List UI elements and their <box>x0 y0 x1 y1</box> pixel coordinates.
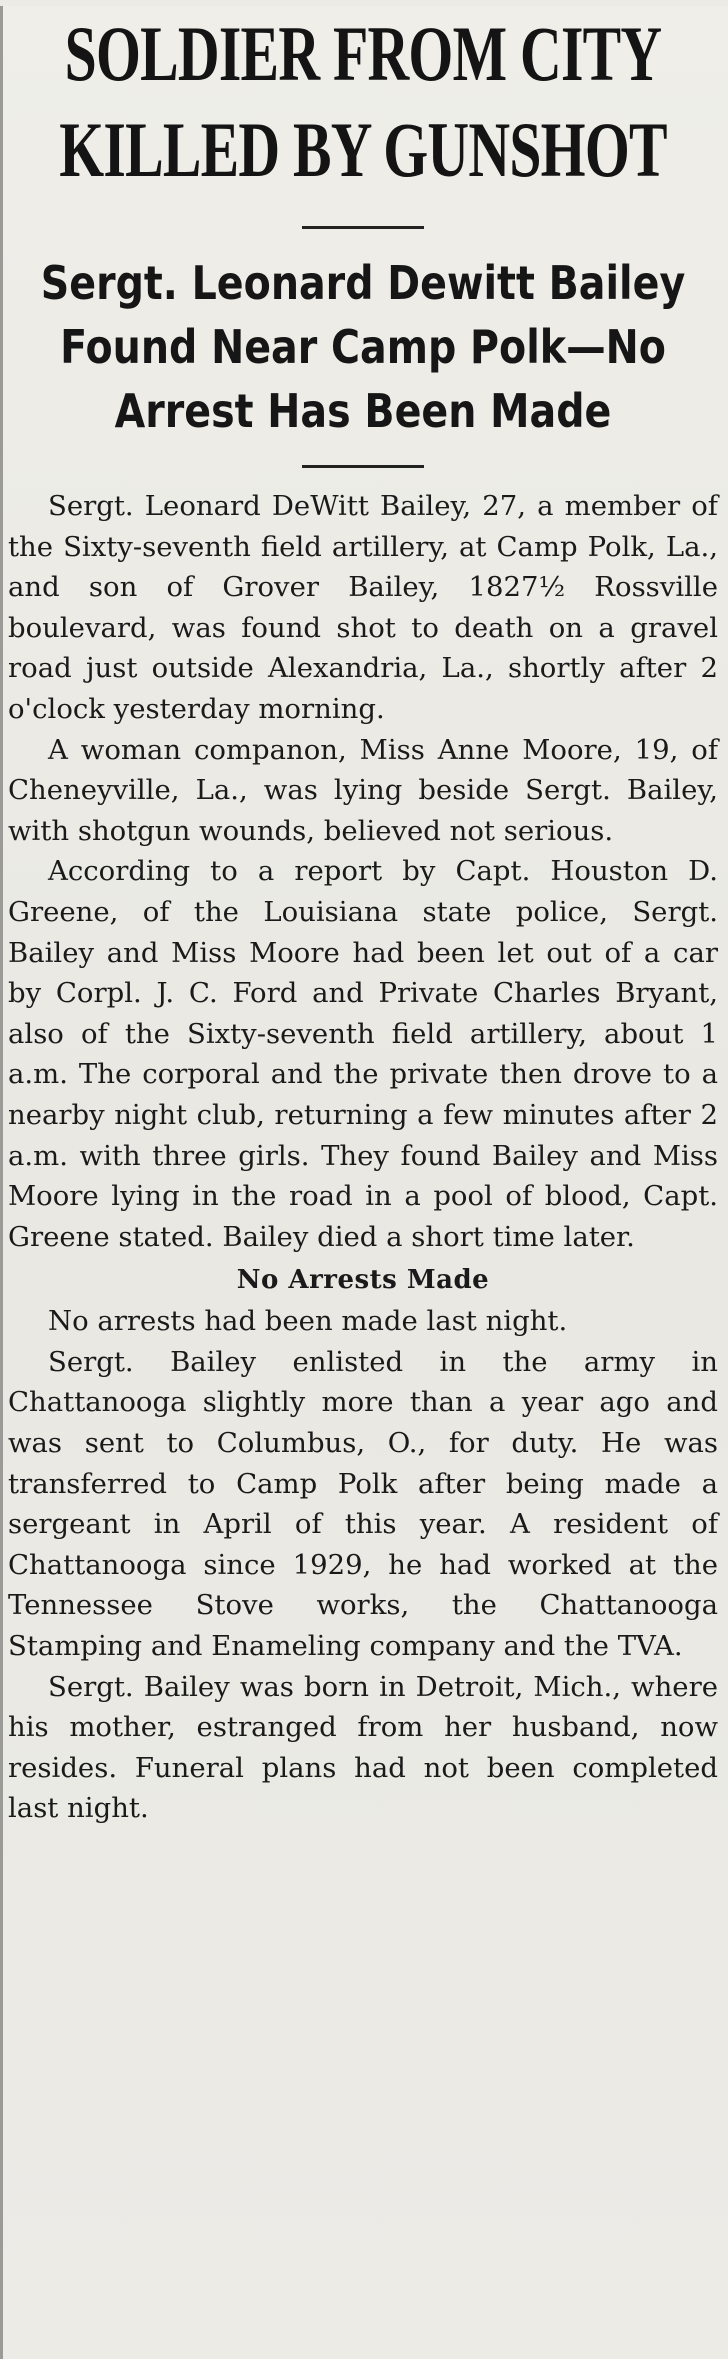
deck-line-1: Sergt. Leonard Dewitt Bailey <box>40 256 686 310</box>
article-body <box>8 486 718 1829</box>
paragraph-5: Sergt. Bailey enlisted in the army in Chattanooga slightly more than a year ago and was sent to Columbus, O., for duty. He was transferred to Camp Polk after being made a sergeant in April of this year. A resident of Chattanooga since 1929, he had worked at the Tennessee Stove works, the Chattanooga Stamping and Enameling company and the TVA. <box>8 1345 718 1663</box>
headline-line-1: SOLDIER FROM CITY <box>64 10 662 97</box>
paragraph-3: According to a report by Capt. Houston D. Greene, of the Louisiana state police, Sergt. Bailey and Miss Moore had been let out of a car by Corpl. J. C. Ford and Private Charles Bryant, also of the Sixty-seventh field artillery, about 1 a.m. The corporal and the private then drove to a nearby night club, returning a few minutes after 2 a.m. with three girls. They found Bailey and Miss Moore lying in the road in a pool of blood, Capt. Greene stated. Bailey died a short time later. <box>8 855 718 1253</box>
headline <box>34 6 693 198</box>
paragraph-1: Sergt. Leonard DeWitt Bailey, 27, a member of the Sixty-seventh field artillery, at Camp Polk, La., and son of Grover Bailey, 1827½ Rossville boulevard, was found shot to death on a gravel road just outside Alexandria, La., shortly after 2 o'clock yesterday morning. <box>8 490 718 725</box>
deck-line-3: Arrest Has Been Made <box>114 384 612 438</box>
deck-line-2: Found Near Camp Polk—No <box>60 320 666 374</box>
paragraph-6: Sergt. Bailey was born in Detroit, Mich., where his mother, estranged from her husband, now resides. Funeral plans had not been completed last night. <box>8 1670 718 1825</box>
newspaper-clipping <box>0 6 728 2359</box>
deck-divider <box>302 465 424 468</box>
paragraph-4: No arrests had been made last night. <box>48 1305 568 1338</box>
deck-headline <box>23 251 702 443</box>
headline-line-2: KILLED BY GUNSHOT <box>59 106 667 193</box>
paragraph-2: A woman companon, Miss Anne Moore, 19, of Cheneyville, La., was lying beside Sergt. Bailey, with shotgun wounds, believed not serious. <box>8 733 718 847</box>
section-subhead: No Arrests Made <box>236 1265 490 1296</box>
column-edge-line <box>0 6 3 2359</box>
headline-divider <box>302 226 424 229</box>
